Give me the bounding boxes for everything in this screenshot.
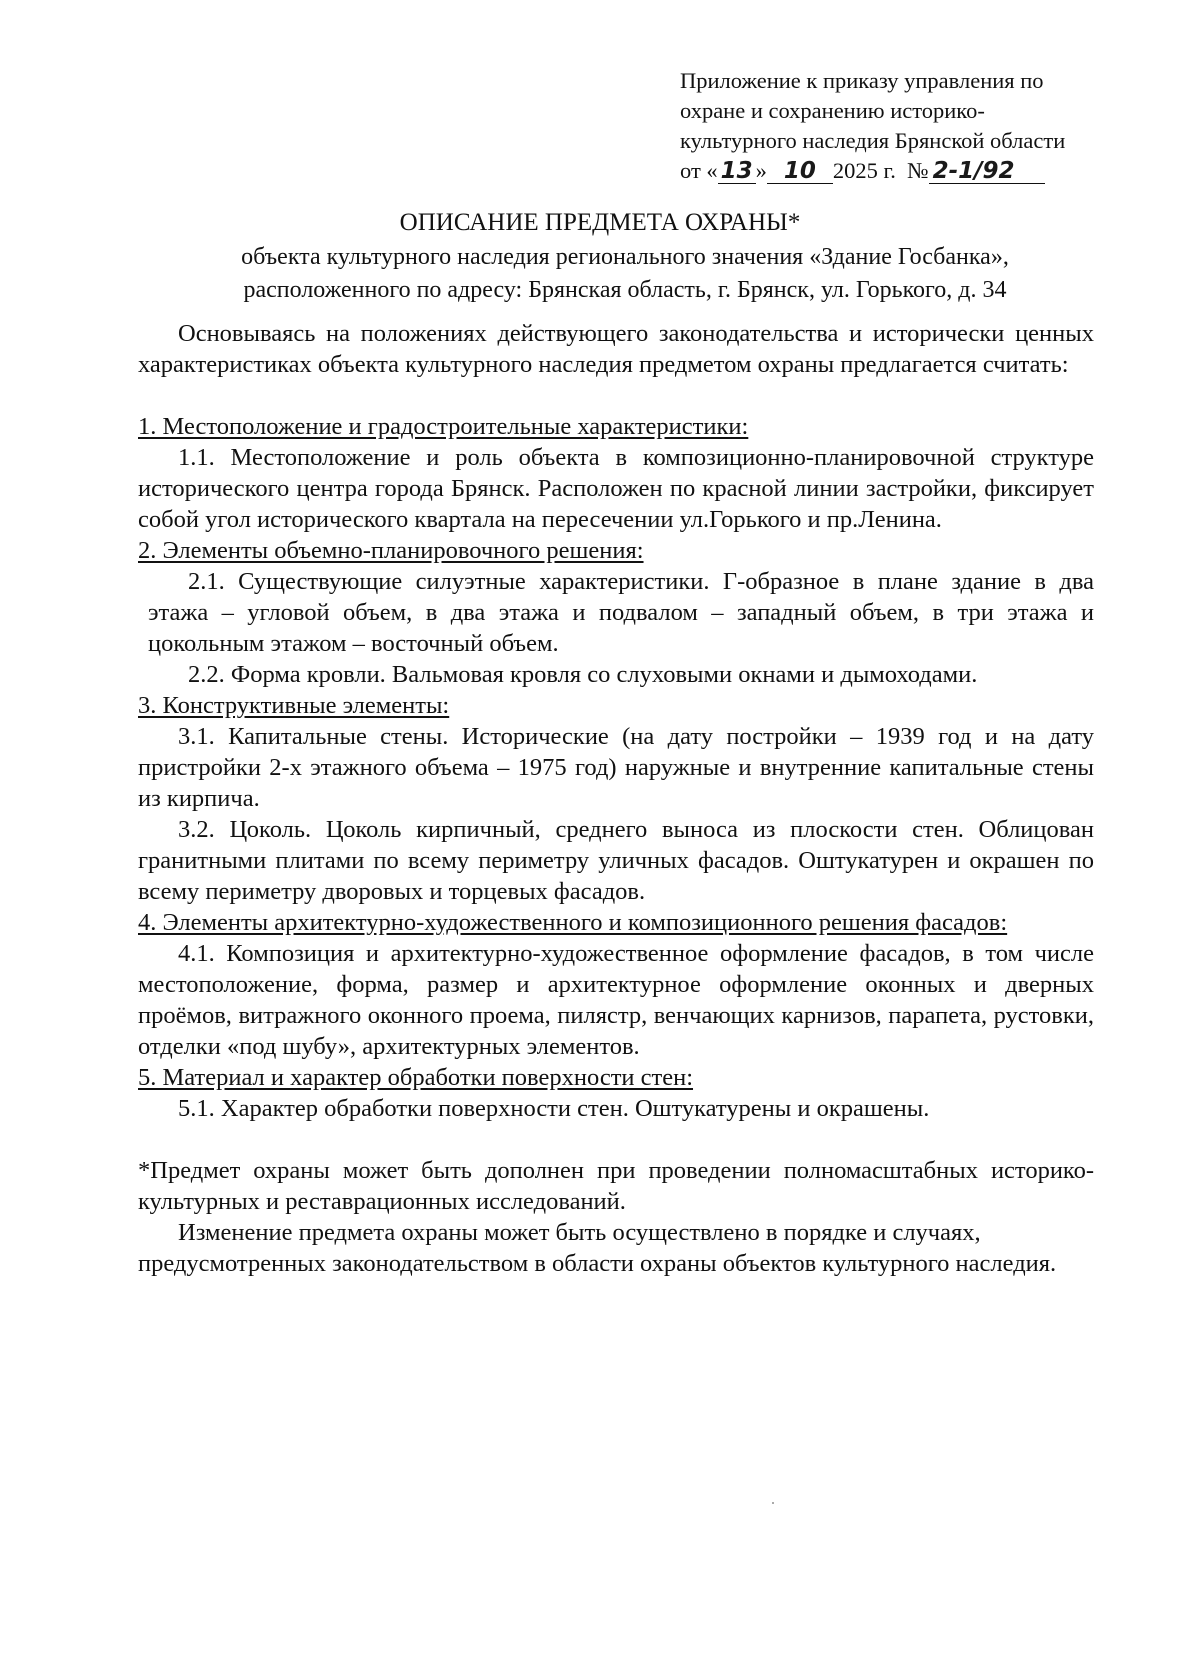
date-day-handwritten: 13 — [718, 159, 756, 184]
number-prefix: № — [907, 158, 929, 183]
appendix-block — [680, 66, 1120, 186]
item-2-2: 2.2. Форма кровли. Вальмовая кровля со слуховыми окнами и дымоходами. — [188, 661, 978, 688]
date-mid: » — [755, 158, 767, 183]
closing-paragraph: Изменение предмета охраны может быть осуществлено в порядке и случаях, предусмотренных законодательством в области охраны объектов культурного наследия. — [138, 1219, 1057, 1277]
subtitle-line-2: расположенного по адресу: Брянская область, г. Брянск, ул. Горького, д. 34 — [243, 277, 1007, 303]
item-3-1: 3.1. Капитальные стены. Исторические (на дату постройки – 1939 год и на дату пристройки 2-х этажного объема – 1975 год) наружные и внутренние капитальные стены из кирпича. — [138, 723, 1094, 812]
spacer — [138, 380, 1094, 411]
intro-paragraph: Основываясь на положениях действующего законодательства и исторически ценных характеристиках объекта культурного наследия предметом охраны предлагается считать: — [138, 320, 1094, 378]
date-prefix: от « — [680, 158, 718, 183]
spacer — [138, 1124, 1094, 1155]
document-subtitle — [150, 241, 1100, 307]
appendix-line-2: охране и сохранению историко- — [680, 98, 985, 123]
section-3-heading: 3. Конструктивные элементы: — [138, 692, 450, 719]
section-5-heading: 5. Материал и характер обработки поверхности стен: — [138, 1064, 694, 1091]
document-title: ОПИСАНИЕ ПРЕДМЕТА ОХРАНЫ* — [399, 209, 801, 236]
item-2-1: 2.1. Существующие силуэтные характеристики. Г-образное в плане здание в два этажа – угловой объем, в два этажа и подвалом – западный объем, в три этажа и цокольным этажом – восточный объем. — [148, 568, 1094, 657]
item-1-1: 1.1. Местоположение и роль объекта в композиционно-планировочной структуре исторического центра города Брянск. Расположен по красной линии застройки, фиксирует собой угол исторического квартала на пересечении ул.Горького и пр.Ленина. — [138, 444, 1094, 533]
item-5-1: 5.1. Характер обработки поверхности стен. Оштукатурены и окрашены. — [178, 1095, 930, 1122]
footnote-paragraph: *Предмет охраны может быть дополнен при проведении полномасштабных историко-культурных и реставрационных исследований. — [138, 1157, 1094, 1215]
item-4-1: 4.1. Композиция и архитектурно-художественное оформление фасадов, в том числе местоположение, форма, размер и архитектурное оформление оконных и дверных проёмов, витражного оконного проема, пилястр, венчающих карнизов, парапета, рустовки, отделки «под шубу», архитектурных элементов. — [138, 940, 1094, 1060]
scan-speck — [772, 1502, 774, 1504]
appendix-date-line — [680, 156, 1120, 186]
date-month-handwritten: 10 — [767, 159, 833, 184]
section-4-heading: 4. Элементы архитектурно-художественного и композиционного решения фасадов: — [138, 909, 1008, 936]
appendix-line-1: Приложение к приказу управления по — [680, 68, 1044, 93]
document-body — [138, 318, 1094, 1279]
order-number-handwritten: 2-1/92 — [929, 159, 1045, 184]
date-year: 2025 г. — [832, 158, 896, 183]
item-3-2: 3.2. Цоколь. Цоколь кирпичный, среднего выноса из плоскости стен. Облицован гранитными плитами по всему периметру уличных фасадов. Оштукатурен и окрашен по всему периметру дворовых и торцевых фасадов. — [138, 816, 1094, 905]
section-1-heading: 1. Местоположение и градостроительные характеристики: — [138, 413, 749, 440]
subtitle-line-1: объекта культурного наследия регионального значения «Здание Госбанка», — [241, 244, 1009, 270]
section-2-heading: 2. Элементы объемно-планировочного решения: — [138, 537, 644, 564]
appendix-line-3: культурного наследия Брянской области — [680, 128, 1066, 153]
